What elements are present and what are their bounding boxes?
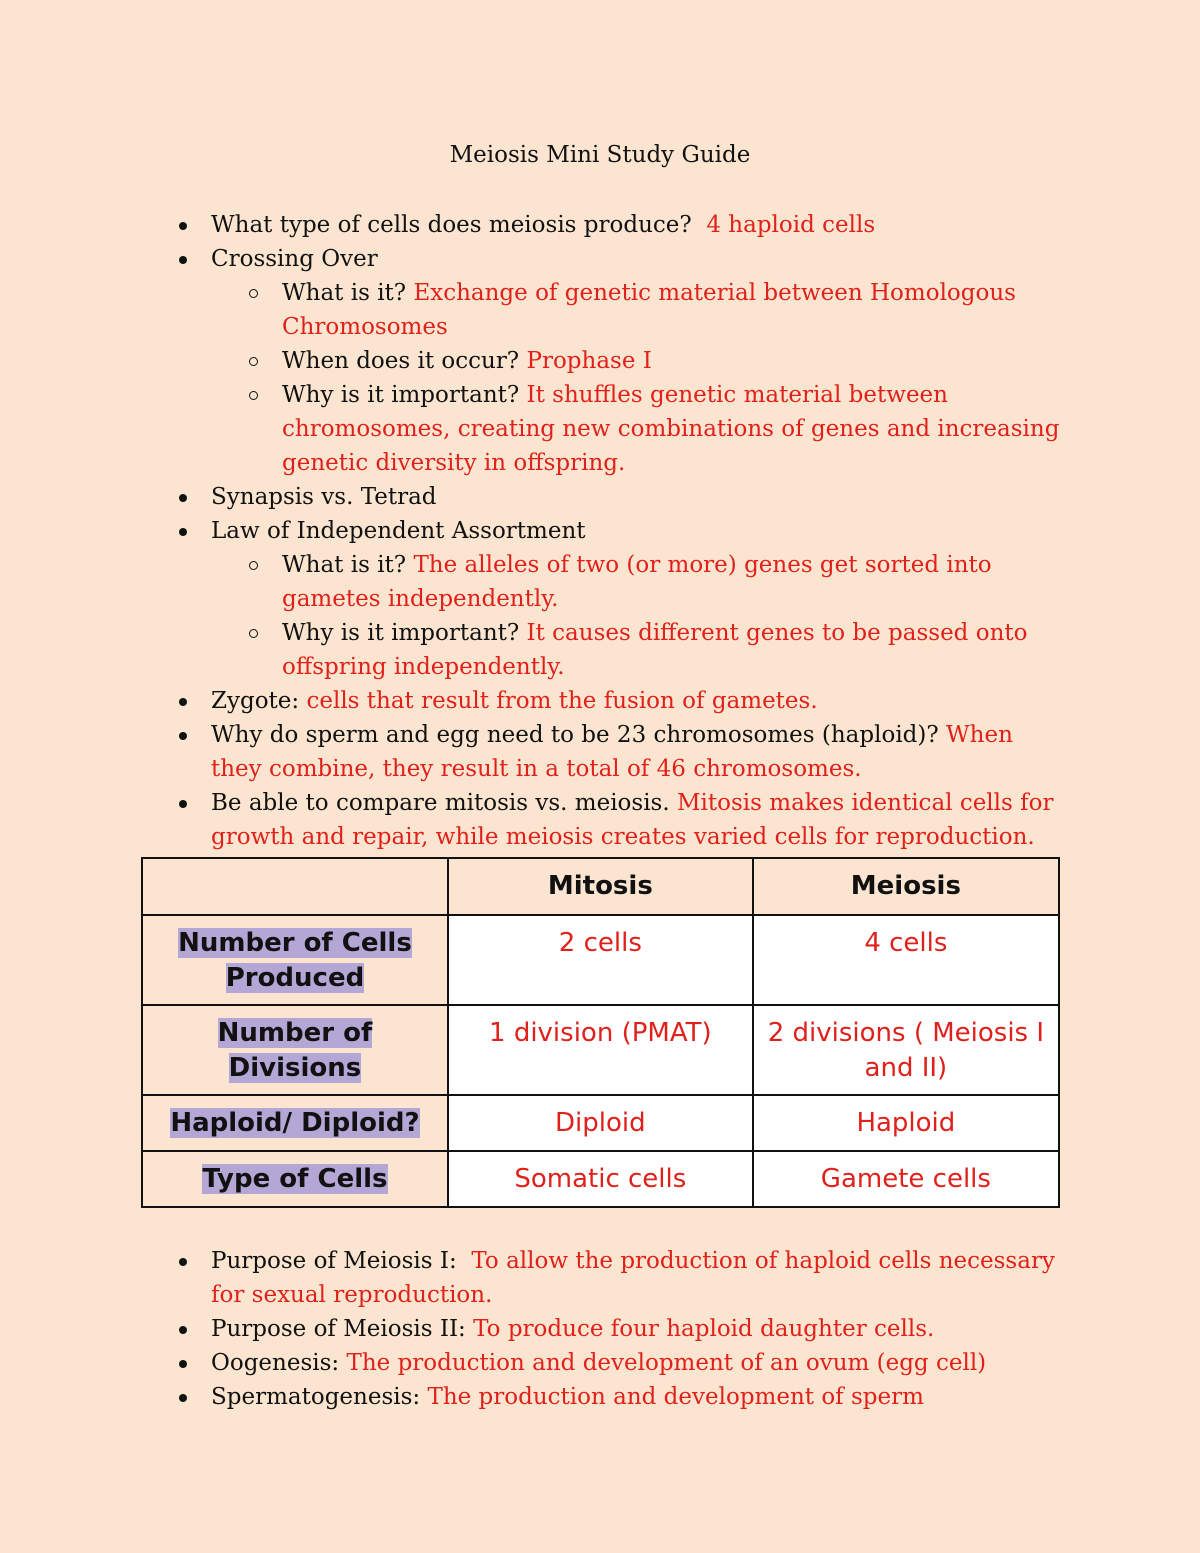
sub-list-item	[170, 344, 1070, 378]
table-row	[142, 1151, 1059, 1207]
row-label: Number of Divisions	[217, 1018, 373, 1083]
page-title: Meiosis Mini Study Guide	[449, 142, 751, 168]
table-header-mitosis: Mitosis	[448, 858, 753, 915]
question-text: Crossing Over	[211, 246, 378, 272]
answer-text: It shuffles genetic material between chromosomes, creating new combinations of genes and increasing genetic diversity in offspring.	[282, 382, 1060, 476]
answer-text: cells that result from the fusion of gametes.	[306, 688, 818, 714]
list-item	[170, 718, 1070, 786]
table-header-meiosis: Meiosis	[753, 858, 1059, 915]
comparison-table	[141, 857, 1060, 1208]
row-label: Haploid/ Diploid?	[170, 1108, 420, 1138]
table-header-cell	[142, 858, 448, 915]
answer-text: It causes different genes to be passed onto offspring independently.	[282, 620, 1028, 680]
question-text: Why is it important?	[282, 382, 520, 408]
question-text: Purpose of Meiosis I:	[211, 1248, 457, 1274]
question-text: Oogenesis:	[211, 1350, 340, 1376]
answer-text: The alleles of two (or more) genes get sorted into gametes independently.	[282, 552, 992, 612]
answer-text: Prophase I	[526, 348, 652, 374]
answer-text: When they combine, they result in a total of 46 chromosomes.	[211, 722, 1013, 782]
top-bullet-list	[170, 208, 1070, 854]
list-item	[170, 786, 1070, 854]
question-text: Why do sperm and egg need to be 23 chromosomes (haploid)?	[211, 722, 939, 748]
mitosis-cell: Somatic cells	[448, 1151, 753, 1207]
mitosis-cell: Diploid	[448, 1095, 753, 1151]
sub-list-item	[170, 378, 1070, 480]
answer-text: Exchange of genetic material between Homologous Chromosomes	[282, 280, 1016, 340]
row-label-cell	[142, 1151, 448, 1207]
meiosis-cell: 4 cells	[753, 915, 1059, 1005]
answer-text: The production and development of an ovum (egg cell)	[346, 1350, 987, 1376]
list-item	[170, 1312, 1070, 1346]
list-item	[170, 480, 1070, 514]
sub-list-item	[170, 548, 1070, 616]
question-text: Spermatogenesis:	[211, 1384, 421, 1410]
answer-text: To produce four haploid daughter cells.	[473, 1316, 935, 1342]
list-item	[170, 208, 1070, 242]
meiosis-cell: 2 divisions ( Meiosis I and II)	[753, 1005, 1059, 1095]
question-text: Be able to compare mitosis vs. meiosis.	[211, 790, 670, 816]
sub-list-item	[170, 276, 1070, 344]
row-label-cell	[142, 1005, 448, 1095]
bottom-bullet-list	[170, 1244, 1070, 1414]
question-text: When does it occur?	[282, 348, 520, 374]
sub-list-item	[170, 616, 1070, 684]
list-item	[170, 684, 1070, 718]
question-text: Purpose of Meiosis II:	[211, 1316, 466, 1342]
table-row	[142, 915, 1059, 1005]
row-label-cell	[142, 1095, 448, 1151]
list-item	[170, 514, 1070, 548]
question-text: What is it?	[282, 280, 407, 306]
question-text: What is it?	[282, 552, 407, 578]
meiosis-cell: Gamete cells	[753, 1151, 1059, 1207]
meiosis-cell: Haploid	[753, 1095, 1059, 1151]
list-item	[170, 1244, 1070, 1312]
table-row	[142, 1095, 1059, 1151]
mitosis-cell: 1 division (PMAT)	[448, 1005, 753, 1095]
mitosis-cell: 2 cells	[448, 915, 753, 1005]
table-row	[142, 1005, 1059, 1095]
answer-text: 4 haploid cells	[706, 212, 876, 238]
answer-text: The production and development of sperm	[427, 1384, 924, 1410]
list-item	[170, 1346, 1070, 1380]
answer-text: Mitosis makes identical cells for growth and repair, while meiosis creates varied cells for reproduction.	[211, 790, 1054, 850]
question-text: Synapsis vs. Tetrad	[211, 484, 437, 510]
row-label: Number of Cells Produced	[178, 928, 412, 993]
question-text: Law of Independent Assortment	[211, 518, 586, 544]
list-item	[170, 242, 1070, 276]
question-text: What type of cells does meiosis produce?	[211, 212, 692, 238]
question-text: Zygote:	[211, 688, 300, 714]
row-label: Type of Cells	[202, 1164, 388, 1194]
question-text: Why is it important?	[282, 620, 520, 646]
answer-text: To allow the production of haploid cells necessary for sexual reproduction.	[211, 1248, 1055, 1308]
list-item	[170, 1380, 1070, 1414]
row-label-cell	[142, 915, 448, 1005]
table-header-row	[142, 858, 1059, 915]
